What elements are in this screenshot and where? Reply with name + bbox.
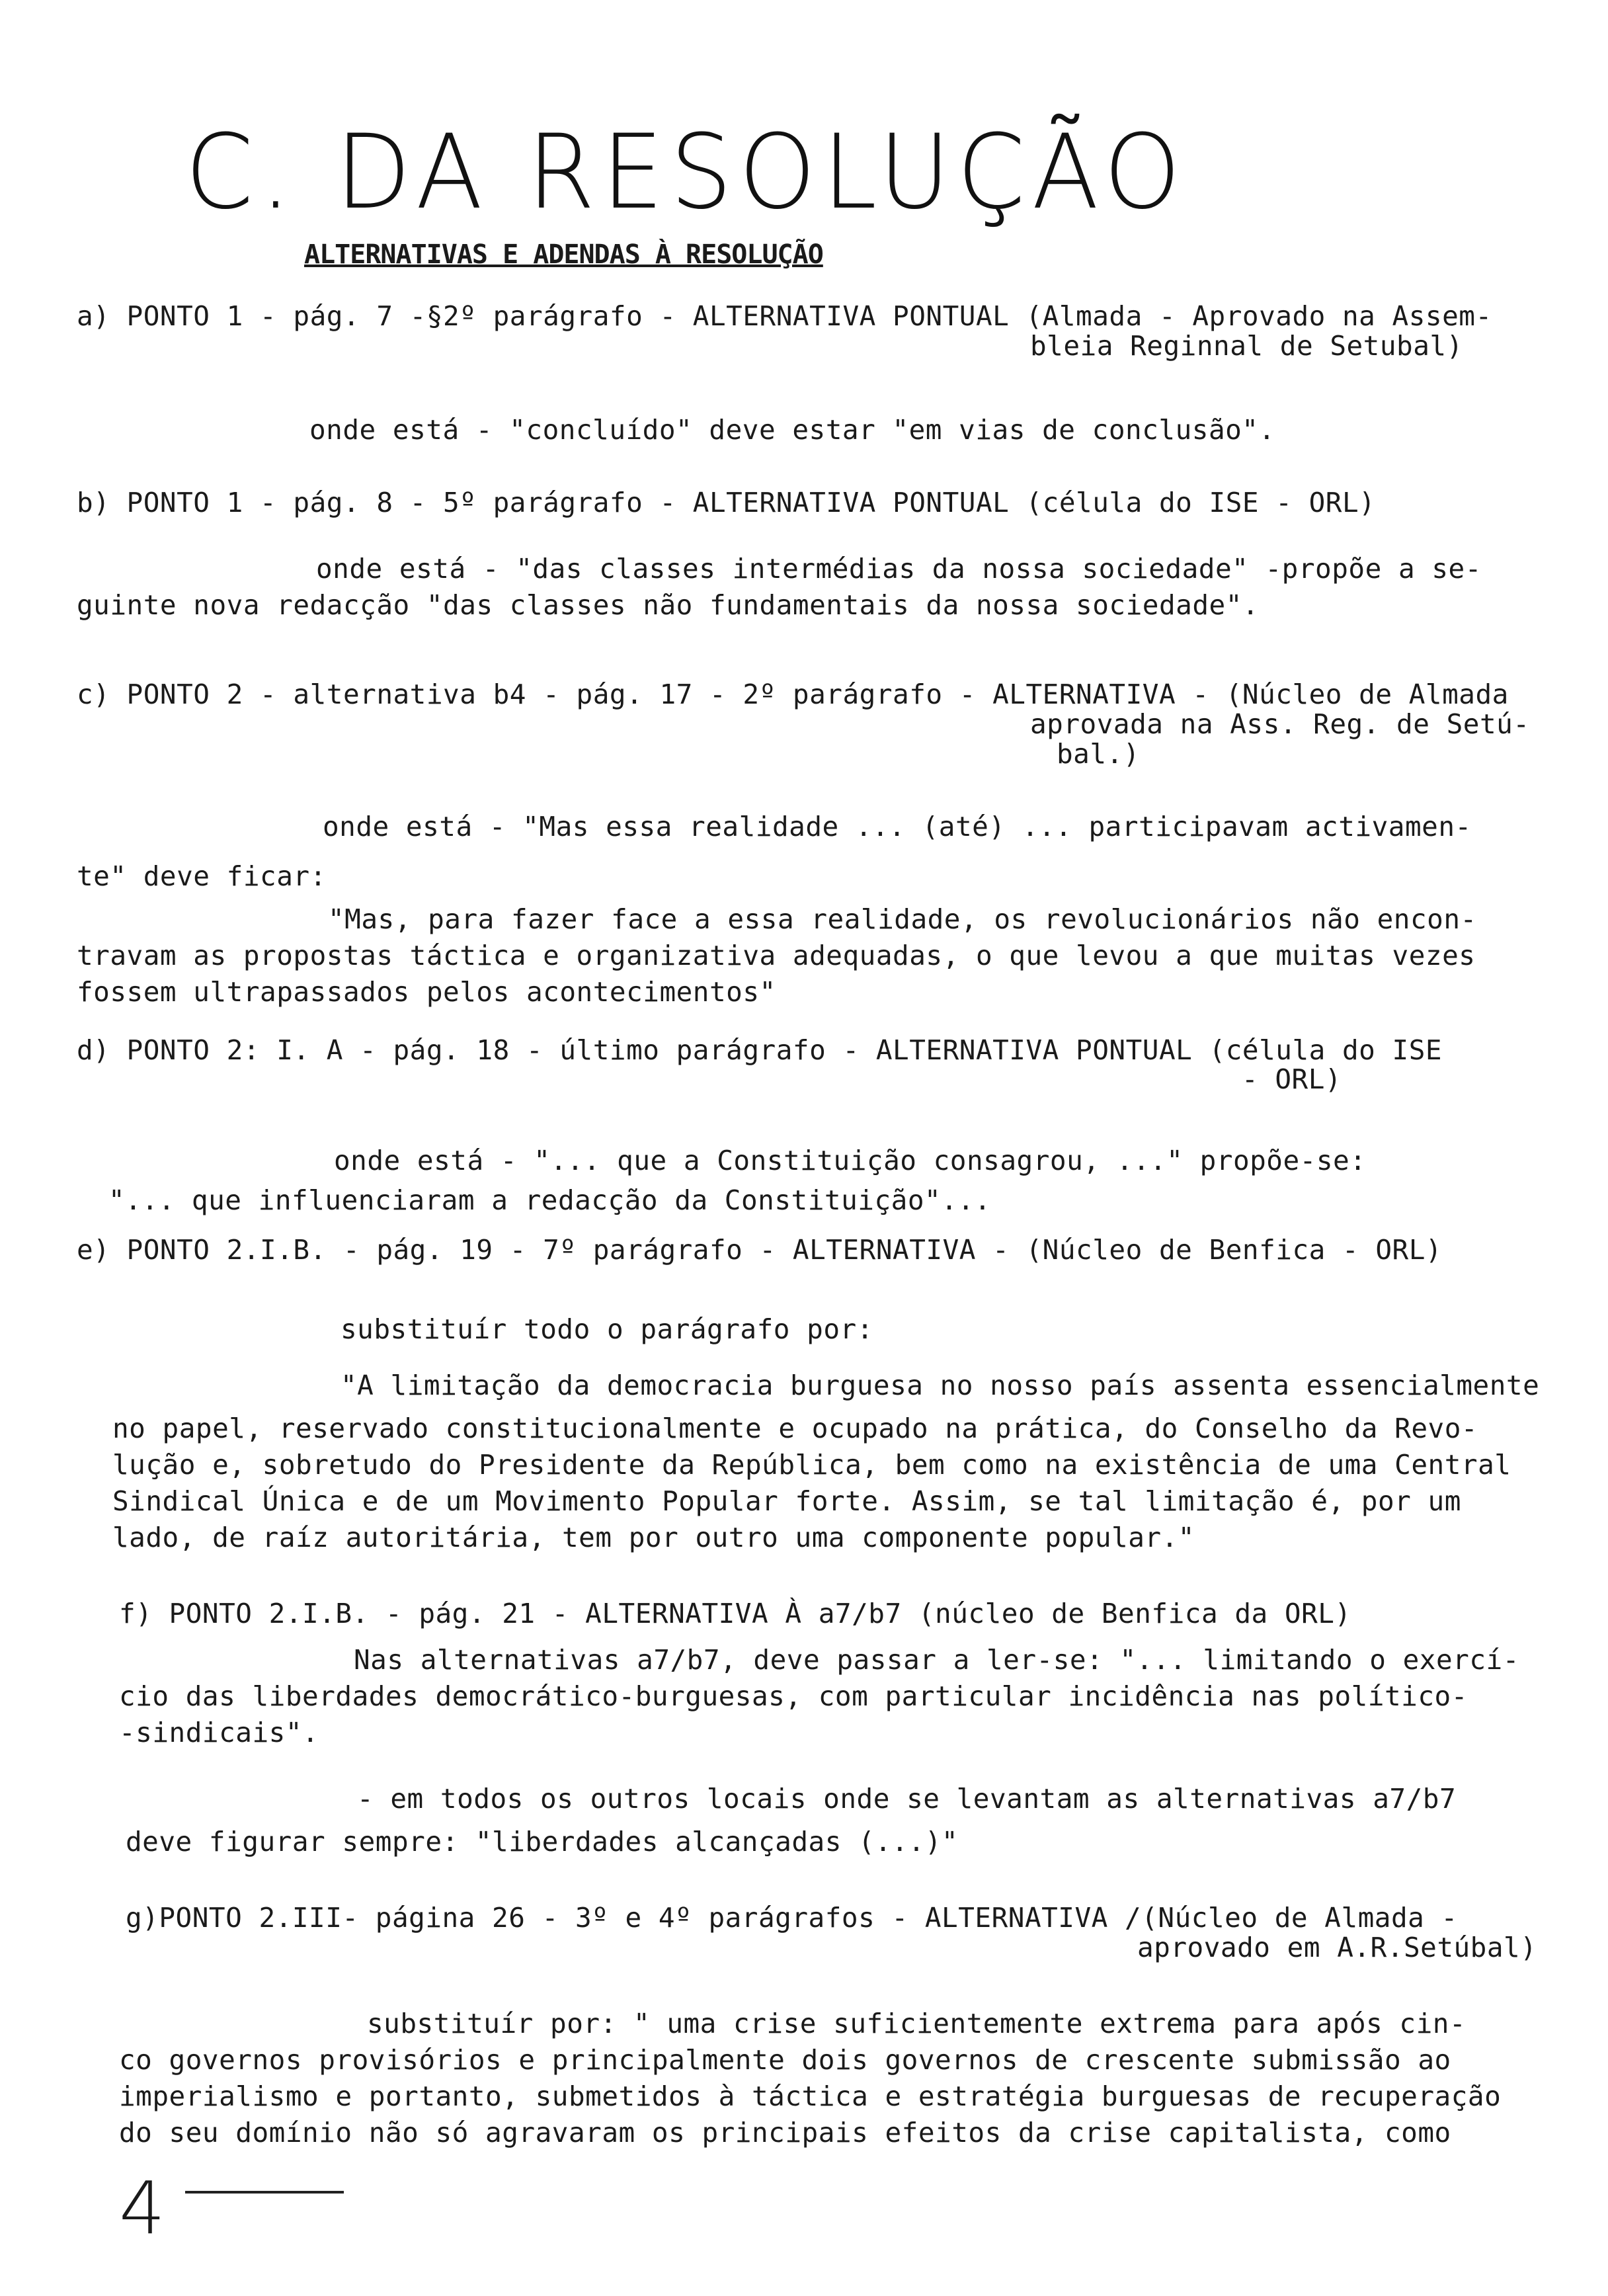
item-g-heading: g)PONTO 2.III- página 26 - 3º e 4º parágrafos - ALTERNATIVA /(Núcleo de Almada - xyxy=(126,1902,1458,1934)
item-e-heading: e) PONTO 2.I.B. - pág. 19 - 7º parágrafo - ALTERNATIVA - (Núcleo de Benfica - ORL) xyxy=(77,1234,1443,1266)
item-f-body-2: cio das liberdades democrático-burguesas, com particular incidência nas político- xyxy=(119,1680,1468,1712)
handwritten-title: C. DA RESOLUÇÃO xyxy=(185,112,1187,232)
item-c-quote-2: travam as propostas táctica e organizativa adequadas, o que levou a que muitas vezes xyxy=(77,940,1476,971)
item-e-quote-5: lado, de raíz autoritária, tem por outro uma componente popular." xyxy=(112,1522,1195,1553)
page-number: 4 xyxy=(119,2166,165,2250)
item-f-body-1: Nas alternativas a7/b7, deve passar a ler-se: "... limitando o exercí- xyxy=(354,1644,1519,1676)
item-b-body-2: guinte nova redacção "das classes não fundamentais da nossa sociedade". xyxy=(77,589,1260,621)
item-d-heading-cont: - ORL) xyxy=(1242,1063,1342,1095)
item-a-heading: a) PONTO 1 - pág. 7 -§2º parágrafo - ALTERNATIVA PONTUAL (Almada - Aprovado na Assem- xyxy=(77,300,1492,332)
item-e-quote-4: Sindical Única e de um Movimento Popular forte. Assim, se tal limitação é, por um xyxy=(112,1485,1461,1517)
item-c-heading-cont-1: aprovada na Ass. Reg. de Setú- xyxy=(1030,708,1530,740)
item-e-quote-3: lução e, sobretudo do Presidente da República, bem como na existência de uma Central xyxy=(112,1449,1511,1481)
item-f-body-5: deve figurar sempre: "liberdades alcançadas (...)" xyxy=(126,1826,959,1858)
item-g-body-2: co governos provisórios e principalmente dois governos de crescente submissão ao xyxy=(119,2044,1451,2076)
item-c-quote-1: "Mas, para fazer face a essa realidade, os revolucionários não encon- xyxy=(328,903,1477,935)
item-b-body-1: onde está - "das classes intermédias da nossa sociedade" -propõe a se- xyxy=(316,553,1482,585)
item-g-body-4: do seu domínio não só agravaram os principais efeitos da crise capitalista, como xyxy=(119,2117,1451,2149)
item-d-body-1: onde está - "... que a Constituição consagrou, ..." propõe-se: xyxy=(334,1145,1367,1176)
item-g-body-1: substituír por: " uma crise suficientemente extrema para após cin- xyxy=(367,2008,1467,2039)
item-e-quote-2: no papel, reservado constitucionalmente e ocupado na prática, do Conselho da Revo- xyxy=(112,1413,1478,1444)
section-subtitle: ALTERNATIVAS E ADENDAS À RESOLUÇÃO xyxy=(304,239,823,270)
item-e-quote-1: "A limitação da democracia burguesa no nosso país assenta essencialmente xyxy=(341,1370,1540,1401)
item-f-heading: f) PONTO 2.I.B. - pág. 21 - ALTERNATIVA À a7/b7 (núcleo de Benfica da ORL) xyxy=(119,1598,1351,1629)
item-d-body-2: "... que influenciaram a redacção da Constituição"... xyxy=(108,1184,991,1216)
item-c-body-1: onde está - "Mas essa realidade ... (até) ... participavam activamen- xyxy=(323,811,1472,842)
item-c-quote-3: fossem ultrapassados pelos acontecimentos" xyxy=(77,976,776,1008)
item-c-heading-cont-2: bal.) xyxy=(1057,738,1140,770)
item-c-heading: c) PONTO 2 - alternativa b4 - pág. 17 - 2º parágrafo - ALTERNATIVA - (Núcleo de Almada xyxy=(77,678,1509,710)
item-f-body-4: - em todos os outros locais onde se levantam as alternativas a7/b7 xyxy=(357,1783,1457,1815)
item-a-body: onde está - "concluído" deve estar "em vias de conclusão". xyxy=(309,414,1275,446)
item-c-body-2: te" deve ficar: xyxy=(77,860,327,892)
item-b-heading: b) PONTO 1 - pág. 8 - 5º parágrafo - ALTERNATIVA PONTUAL (célula do ISE - ORL) xyxy=(77,487,1376,518)
item-e-body: substituír todo o parágrafo por: xyxy=(341,1313,873,1345)
item-d-heading: d) PONTO 2: I. A - pág. 18 - último parágrafo - ALTERNATIVA PONTUAL (célula do ISE xyxy=(77,1034,1443,1066)
item-f-body-3: -sindicais". xyxy=(119,1717,319,1748)
item-g-heading-cont: aprovado em A.R.Setúbal) xyxy=(1137,1932,1537,1963)
item-a-heading-cont: bleia Reginnal de Setubal) xyxy=(1030,330,1463,362)
item-g-body-3: imperialismo e portanto, submetidos à táctica e estratégia burguesas de recuperação xyxy=(119,2080,1502,2112)
page-number-dash xyxy=(185,2191,344,2194)
